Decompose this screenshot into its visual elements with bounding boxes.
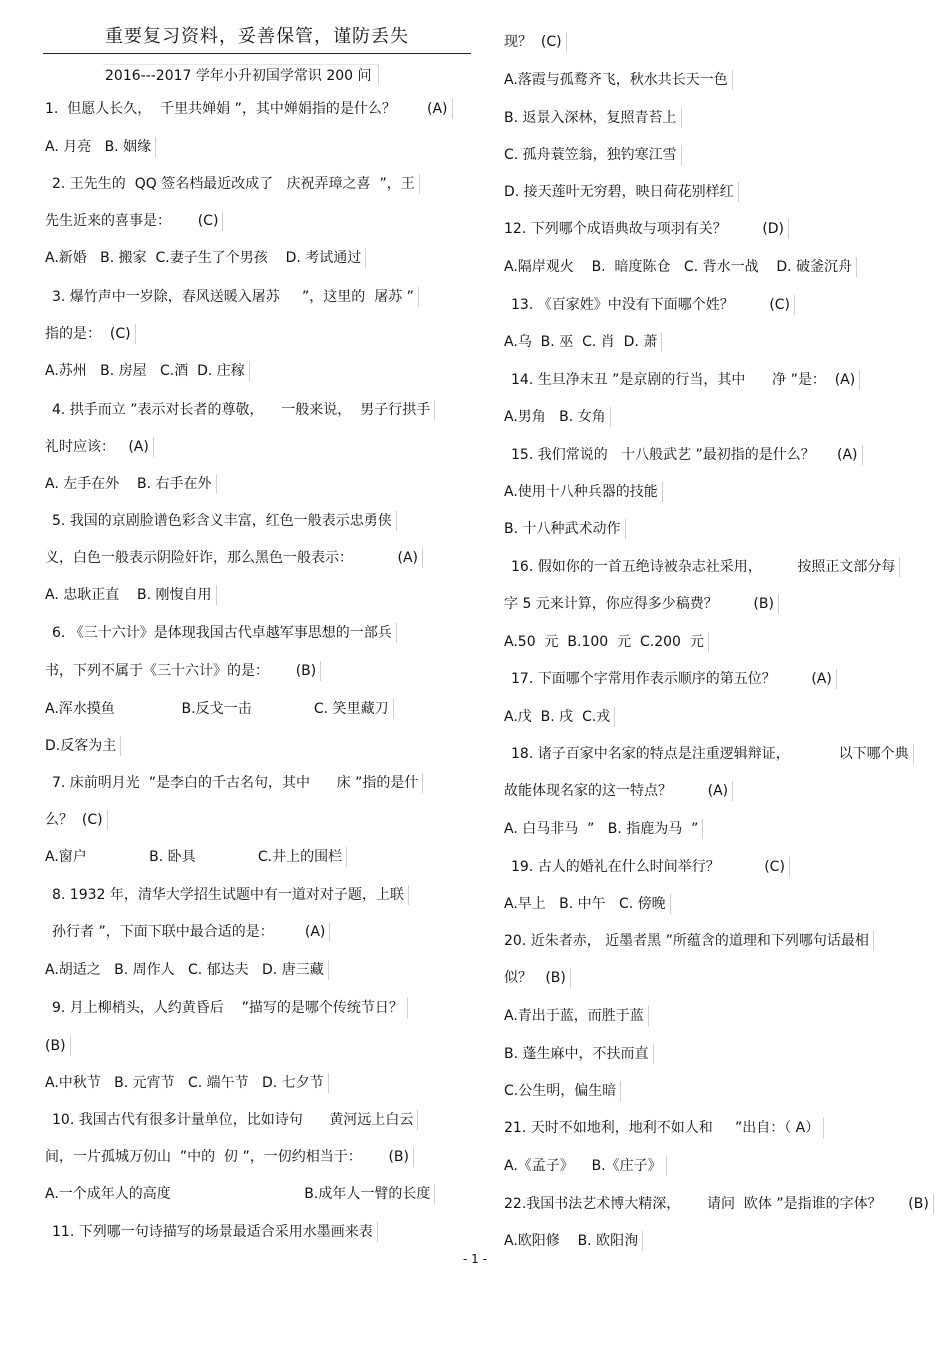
option-line: A.胡适之 B. 周作人 C. 郁达夫 D. 唐三藏 (45, 960, 329, 980)
question-line: 故能体现名家的这一特点？ (A) (504, 781, 733, 801)
option-line: B. 蓬生麻中，不扶而直 (504, 1044, 654, 1064)
option-line: A.窗户 B. 卧具 C.井上的围栏 (45, 847, 347, 867)
option-line: A. 月亮 B. 姻缘 (45, 137, 156, 157)
question-line: 21. 天时不如地利，地利不如人和 ”出自：（ A） (504, 1118, 824, 1138)
option-line: C.公生明，偏生暗 (504, 1081, 621, 1101)
question-line: 8. 1932 年，清华大学招生试题中有一道对对子题，上联 (52, 885, 409, 905)
option-line: A.苏州 B. 房屋 C.酒 D. 庄稼 (45, 361, 250, 381)
option-line: A.乌 B. 巫 C. 肖 D. 萧 (504, 332, 662, 352)
option-line: B. 返景入深林，复照青苔上 (504, 108, 682, 128)
question-line: 间，一片孤城万仞山 ”中的 仞 ”，一仞约相当于： (B) (45, 1147, 414, 1167)
option-line: B. 十八种武术动作 (504, 519, 626, 539)
header-title: 重要复习资料，妥善保管，谨防丢失 (105, 26, 409, 47)
option-line: A.新婚 B. 搬家 C.妻子生了个男孩 D. 考试通过 (45, 248, 366, 268)
option-line: A.50 元 B.100 元 C.200 元 (504, 632, 709, 652)
question-line: 18. 诸子百家中名家的特点是注重逻辑辩证， 以下哪个典 (511, 744, 914, 764)
question-line: 7. 床前明月光 ”是李白的千古名句，其中 床 ”指的是什 (52, 773, 423, 793)
question-line: 义，白色一般表示阴险奸诈，那么黑色一般表示： (A) (45, 548, 423, 568)
question-line: 5. 我国的京剧脸谱色彩含义丰富，红色一般表示忠勇侠 (52, 511, 397, 531)
question-line: 4. 拱手而立 ”表示对长者的尊敬， 一般来说， 男子行拱手 (52, 400, 435, 420)
option-line: A.青出于蓝，而胜于蓝 (504, 1006, 649, 1026)
question-line: 书，下列不属于《三十六计》的是： (B) (45, 661, 321, 681)
question-line: 19. 古人的婚礼在什么时间举行？ (C) (511, 857, 790, 877)
header-rule (43, 53, 471, 54)
question-line: 么？ (C) (45, 810, 108, 830)
option-line: D. 接天莲叶无穷碧，映日荷花别样红 (504, 182, 739, 202)
option-line: A.使用十八种兵器的技能 (504, 482, 663, 502)
question-line: 字 5 元来计算，你应得多少稿费？ (B) (504, 594, 779, 614)
option-line: A.落霞与孤鹜齐飞，秋水共长天一色 (504, 70, 733, 90)
question-line: 11. 下列哪一句诗描写的场景最适合采用水墨画来表 (52, 1222, 378, 1242)
option-line: C. 孤舟蓑笠翁，独钓寒江雪 (504, 145, 682, 165)
question-line: 9. 月上柳梢头，人约黄昏后 ”描写的是哪个传统节日？ (52, 998, 408, 1018)
option-line: A.男角 B. 女角 (504, 407, 611, 427)
question-line: 似？ (B) (504, 968, 571, 988)
question-line: 指的是： (C) (45, 324, 136, 344)
question-line: 17. 下面哪个字常用作表示顺序的第五位？ (A) (511, 669, 837, 689)
document-subtitle: 2016---2017 学年小升初国学常识 200 问 (103, 64, 379, 85)
question-line: 1. 但愿人长久， 千里共婵娟 ”，其中婵娟指的是什么？ (A) (45, 99, 453, 119)
option-line: A.一个成年人的高度 B.成年人一臂的长度 (45, 1184, 435, 1204)
option-line: A.隔岸观火 B. 暗度陈仓 C. 背水一战 D. 破釜沉舟 (504, 257, 857, 277)
option-line: A. 左手在外 B. 右手在外 (45, 474, 217, 494)
option-line: A.欧阳修 B. 欧阳洵 (504, 1231, 643, 1251)
question-line: 13. 《百家姓》中没有下面哪个姓？ (C) (511, 295, 795, 315)
question-line: 礼时应该： (A) (45, 437, 154, 457)
option-line: A.戊 B. 戌 C.戎 (504, 707, 615, 727)
option-line: A.早上 B. 中午 C. 傍晚 (504, 894, 671, 914)
question-line: 6. 《三十六计》是体现我国古代卓越军事思想的一部兵 (52, 623, 397, 643)
question-line: 14. 生旦净末丑 ”是京剧的行当，其中 净 ”是： (A) (511, 370, 860, 390)
question-line: 22.我国书法艺术博大精深， 请问 欧体 ”是指谁的字体？ (B) (504, 1194, 934, 1214)
option-line: A. 忠耿正直 B. 刚愎自用 (45, 585, 217, 605)
option-line: A.中秋节 B. 元宵节 C. 端午节 D. 七夕节 (45, 1073, 329, 1093)
page-number: - 1 - (463, 1252, 487, 1266)
option-line: A.《孟子》 B.《庄子》 (504, 1156, 667, 1176)
option-line: A.浑水摸鱼 B.反戈一击 C. 笑里藏刀 (45, 699, 394, 719)
option-line: A. 白马非马 ” B. 指鹿为马 ” (504, 819, 703, 839)
question-line: 2. 王先生的 QQ 签名档最近改成了 庆祝弄璋之喜 ”，王 (52, 174, 420, 194)
question-line: 10. 我国古代有很多计量单位，比如诗句 黄河远上白云 (52, 1110, 418, 1130)
question-line: 12. 下列哪个成语典故与项羽有关？ (D) (504, 219, 789, 239)
question-line: 15. 我们常说的 十八般武艺 ”最初指的是什么？ (A) (511, 445, 863, 465)
question-line: 20. 近朱者赤， 近墨者黑 ”所蕴含的道理和下列哪句话最相 (504, 931, 874, 951)
question-line: (B) (45, 1036, 71, 1056)
question-line: 先生近来的喜事是： (C) (45, 211, 223, 231)
option-line: D.反客为主 (45, 736, 121, 756)
question-line: 孙行者 ”，下面下联中最合适的是： (A) (52, 922, 330, 942)
question-line: 现？ (C) (504, 32, 567, 52)
question-line: 16. 假如你的一首五绝诗被杂志社采用， 按照正文部分每 (511, 557, 900, 577)
question-line: 3. 爆竹声中一岁除，春风送暖入屠苏 ”，这里的 屠苏 ” (52, 287, 419, 307)
